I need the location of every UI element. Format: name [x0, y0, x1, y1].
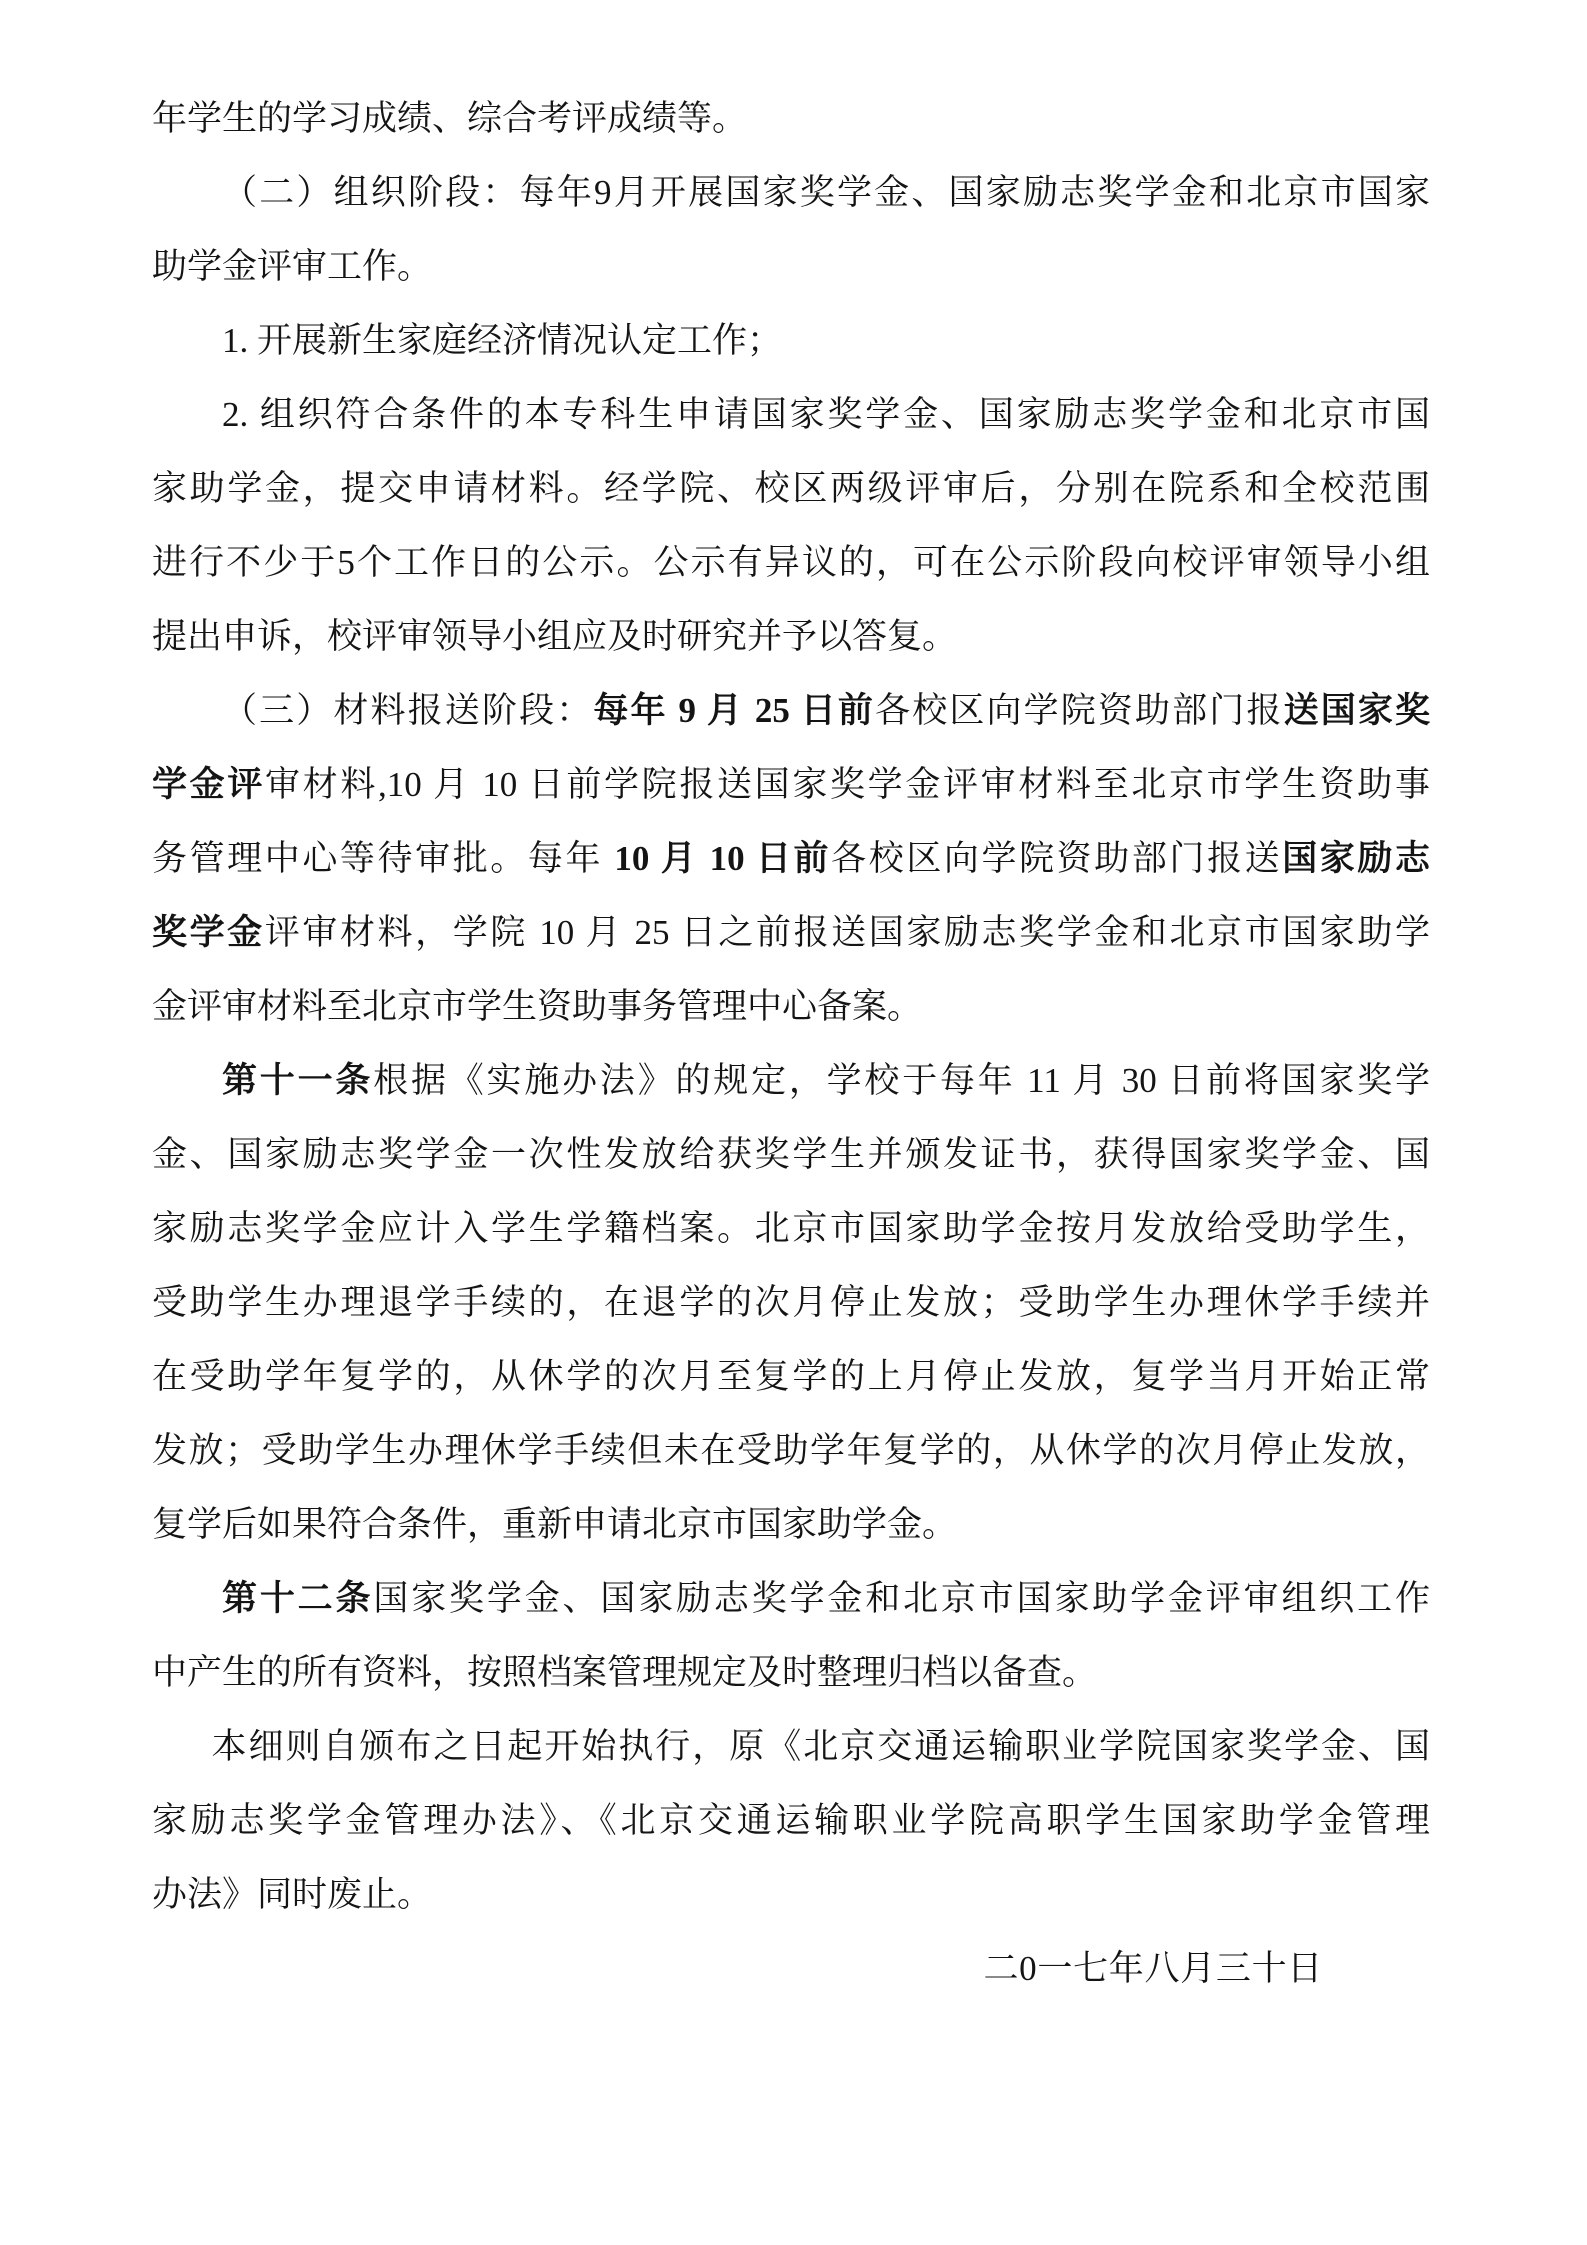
- text-segment: 家励志奖学金管理办法》、《北京交通运输职业学院高职学生国家助学金管理: [152, 1801, 1430, 1840]
- text-line: [152, 1858, 1430, 1932]
- text-segment: 提出申诉，校评审领导小组应及时研究并予以答复。: [152, 617, 958, 656]
- text-line: [152, 1784, 1430, 1858]
- text-segment: 进行不少于5个工作日的公示。公示有异议的，可在公示阶段向校评审领导小组: [152, 543, 1430, 582]
- text-segment: 办法》同时废止。: [152, 1875, 433, 1914]
- bold-text-segment: 奖学金: [152, 913, 265, 952]
- text-segment: 金评审材料至北京市学生资助事务管理中心备案。: [152, 987, 923, 1026]
- text-segment: 务管理中心等待审批。每年: [152, 839, 615, 878]
- text-segment: 2. 组织符合条件的本专科生申请国家奖学金、国家励志奖学金和北京市国: [222, 395, 1430, 434]
- text-segment: （二）组织阶段：每年9月开展国家奖学金、国家励志奖学金和北京市国家: [222, 173, 1430, 212]
- document-body: [152, 82, 1430, 1932]
- text-line: [152, 600, 1430, 674]
- text-line: [152, 674, 1430, 748]
- text-segment: 家助学金，提交申请材料。经学院、校区两级评审后，分别在院系和全校范围: [152, 469, 1430, 508]
- text-line: [152, 1266, 1430, 1340]
- text-segment: 家励志奖学金应计入学生学籍档案。北京市国家助学金按月发放给受助学生，: [152, 1209, 1430, 1248]
- text-line: [152, 748, 1430, 822]
- text-line: [152, 230, 1430, 304]
- date-line: 二0一七年八月三十日: [983, 1949, 1323, 1988]
- text-segment: 受助学生办理退学手续的，在退学的次月停止发放；受助学生办理休学手续并: [152, 1283, 1430, 1322]
- text-segment: 本细则自颁布之日起开始执行，原《北京交通运输职业学院国家奖学金、国: [211, 1727, 1430, 1766]
- text-line: [152, 1192, 1430, 1266]
- text-segment: 评审材料，学院 10 月 25 日之前报送国家励志奖学金和北京市国家助学: [264, 913, 1430, 952]
- text-line: [152, 156, 1430, 230]
- text-line: [152, 822, 1430, 896]
- text-line: [152, 1562, 1430, 1636]
- text-segment: 金、国家励志奖学金一次性发放给获奖学生并颁发证书，获得国家奖学金、国: [152, 1135, 1430, 1174]
- text-line: [152, 1340, 1430, 1414]
- bold-text-segment: 第十二条: [222, 1579, 374, 1618]
- text-segment: 1. 开展新生家庭经济情况认定工作；: [222, 321, 783, 360]
- text-segment: 审材料,10 月 10 日前学院报送国家奖学金评审材料至北京市学生资助事: [265, 765, 1430, 804]
- bold-text-segment: 国家励志: [1282, 839, 1430, 878]
- bold-text-segment: 送国家奖: [1283, 691, 1430, 730]
- bold-text-segment: 每年 9 月 25 日前: [593, 691, 876, 730]
- text-line: [152, 378, 1430, 452]
- text-line: [152, 1488, 1430, 1562]
- text-segment: 中产生的所有资料，按照档案管理规定及时整理归档以备查。: [152, 1653, 1098, 1692]
- text-segment: （三）材料报送阶段：: [222, 691, 594, 730]
- text-segment: 各校区向学院资助部门报送: [831, 839, 1283, 878]
- text-segment: 各校区向学院资助部门报: [875, 691, 1284, 730]
- text-line: [152, 1414, 1430, 1488]
- text-segment: 在受助学年复学的，从休学的次月至复学的上月停止发放，复学当月开始正常: [152, 1357, 1430, 1396]
- text-line: [152, 896, 1430, 970]
- bold-text-segment: 10 月 10 日前: [614, 839, 832, 878]
- text-segment: 发放；受助学生办理休学手续但未在受助学年复学的，从休学的次月停止发放，: [152, 1431, 1430, 1470]
- text-line: [152, 304, 1430, 378]
- text-line: [152, 1118, 1430, 1192]
- text-line: [152, 1044, 1430, 1118]
- text-line: [152, 82, 1430, 156]
- text-segment: 复学后如果符合条件，重新申请北京市国家助学金。: [152, 1505, 958, 1544]
- text-segment: 根据《实施办法》的规定，学校于每年 11 月 30 日前将国家奖学: [373, 1061, 1430, 1100]
- text-line: [152, 1710, 1430, 1784]
- text-line: [152, 526, 1430, 600]
- bold-text-segment: 学金评: [152, 765, 265, 804]
- bold-text-segment: 第十一条: [222, 1061, 374, 1100]
- text-line: [152, 1636, 1430, 1710]
- text-segment: 年学生的学习成绩、综合考评成绩等。: [152, 99, 748, 138]
- text-segment: 国家奖学金、国家励志奖学金和北京市国家助学金评审组织工作: [373, 1579, 1430, 1618]
- text-line: [152, 452, 1430, 526]
- text-segment: 助学金评审工作。: [152, 247, 433, 286]
- text-line: [152, 970, 1430, 1044]
